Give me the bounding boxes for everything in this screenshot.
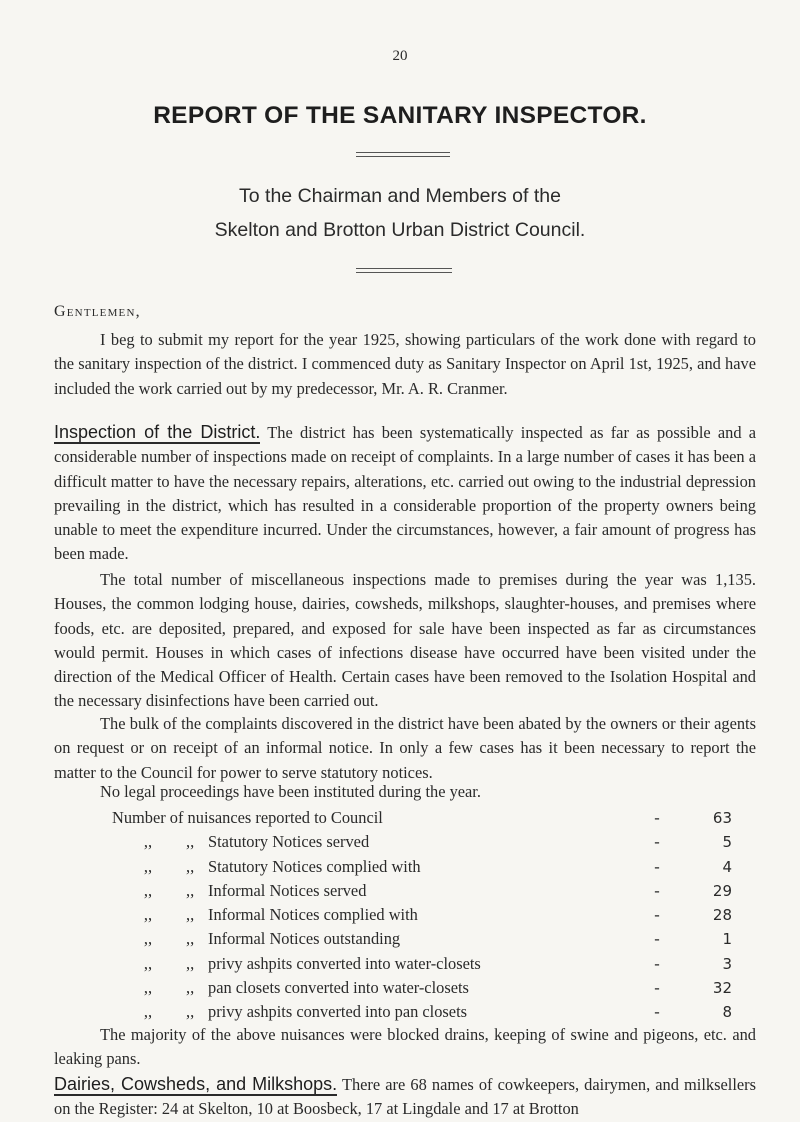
ditto-mark: ,, <box>143 929 153 949</box>
page-number: 20 <box>392 48 408 64</box>
leader-dash: - <box>654 856 660 876</box>
dairies-paragraph <box>54 1072 756 1122</box>
stat-label: Number of nuisances reported to Council <box>112 808 383 827</box>
address-line-2: Skelton and Brotton Urban District Council. <box>214 219 586 241</box>
intro-paragraph: I beg to submit my report for the year 1925, showing particulars of the work done with regard to the sanitary inspection of the district. I commenced duty as Sanitary Inspector on April 1st, 1925, and have included the work carried out by my predecessor, Mr. A. R. Cranmer. <box>54 330 756 398</box>
ditto-mark: ,, <box>143 953 153 973</box>
leader-dash: - <box>654 832 660 852</box>
stat-label: Informal Notices outstanding <box>208 929 401 949</box>
stat-value: 63 <box>712 809 732 827</box>
ditto-mark: ,, <box>143 1002 153 1022</box>
stat-value: 1 <box>722 930 732 949</box>
total-inspections-paragraph: The total number of miscellaneous inspections made to premises during the year was 1,135. Houses, the common lodging house, dairies, cowsheds, milkshops, slaughter-houses, and premises where foods, etc. are deposited, prepared, and exposed for sale have been inspected as far as circumstances would permit. Houses in which cases of infections disease have occurred have been visited under the direction of the Medical Officer of Health. Certain cases have been removed to the Isolation Hospital and the necessary disinfections have been carried out. <box>54 570 756 711</box>
inspection-heading: Inspection of the District. <box>54 422 261 442</box>
stat-label: Informal Notices complied with <box>208 905 418 925</box>
dairies-body: There are 68 names of cowkeepers, dairymen, and milksellers on the Register: 24 at Skelton, 10 at Boosbeck, 17 at Lingdale and 17 at Brotton <box>54 1075 756 1119</box>
stat-value: 5 <box>722 833 732 852</box>
leader-dash: - <box>654 880 660 900</box>
stat-value: 28 <box>712 906 732 925</box>
dairies-heading: Dairies, Cowsheds, and Milkshops. <box>54 1074 338 1094</box>
ditto-mark: ,, <box>186 905 195 925</box>
ditto-mark: ,, <box>186 856 195 876</box>
table-row <box>112 976 732 1000</box>
leader-dash: - <box>654 929 660 949</box>
ditto-mark: ,, <box>186 978 195 998</box>
stat-label: pan closets converted into water-closets <box>208 978 469 998</box>
ditto-mark: ,, <box>143 905 153 925</box>
table-row <box>112 855 732 879</box>
stat-value: 4 <box>722 857 732 876</box>
leader-dash: - <box>654 1002 660 1022</box>
ditto-mark: ,, <box>143 880 153 900</box>
stat-value: 29 <box>712 881 732 900</box>
ditto-mark: ,, <box>143 978 153 998</box>
inspection-paragraph <box>54 420 756 567</box>
salutation: Gentlemen, <box>54 303 141 320</box>
ditto-mark: ,, <box>143 832 153 852</box>
inspection-body: The district has been systematically inspected as far as possible and a considerable number of inspections made on receipt of complaints. In a large number of cases it has been a difficult matter to have the necessary repairs, alterations, etc. carried out owing to the industrial depression prevailing in the district, which has resulted in a considerable proportion of the property owners being unable to meet the expenditure incurred. Under the circumstances, however, a fair amount of progress has been made. <box>54 423 756 564</box>
ditto-mark: ,, <box>186 953 195 973</box>
leader-dash: - <box>654 905 660 925</box>
majority-paragraph: The majority of the above nuisances were blocked drains, keeping of swine and pigeons, etc. and leaking pans. <box>54 1025 756 1069</box>
nuisances-table <box>112 806 732 1025</box>
stat-label: Statutory Notices served <box>208 832 370 852</box>
address-line-1: To the Chairman and Members of the <box>239 185 561 207</box>
ditto-mark: ,, <box>186 832 195 852</box>
leader-dash: - <box>654 978 660 998</box>
table-row <box>112 1000 732 1024</box>
stat-label: privy ashpits converted into water-closets <box>208 953 481 973</box>
table-row <box>112 903 732 927</box>
table-row <box>112 927 732 951</box>
stat-label: Informal Notices served <box>208 880 367 900</box>
report-title: REPORT OF THE SANITARY INSPECTOR. <box>153 102 647 129</box>
ditto-mark: ,, <box>186 1002 195 1022</box>
title-divider <box>356 152 450 157</box>
table-row <box>112 806 732 830</box>
stat-value: 8 <box>722 1003 732 1022</box>
stat-value: 3 <box>722 954 732 973</box>
leader-dash: - <box>654 953 660 973</box>
table-row <box>112 952 732 976</box>
address-divider <box>356 268 452 273</box>
table-row <box>112 830 732 854</box>
ditto-mark: ,, <box>186 880 195 900</box>
ditto-mark: ,, <box>143 856 153 876</box>
stat-value: 32 <box>712 979 732 998</box>
leader-dash: - <box>654 808 660 827</box>
table-row <box>112 879 732 903</box>
ditto-mark: ,, <box>186 929 195 949</box>
stat-label: Statutory Notices complied with <box>208 856 421 876</box>
legal-paragraph: No legal proceedings have been instituted during the year. <box>100 782 481 801</box>
stat-label: privy ashpits converted into pan closets <box>208 1002 468 1022</box>
complaints-paragraph: The bulk of the complaints discovered in the district have been abated by the owners or their agents on request or on receipt of an informal notice. In only a few cases has it been necessary to report the matter to the Council for power to serve statutory notices. <box>54 714 756 782</box>
